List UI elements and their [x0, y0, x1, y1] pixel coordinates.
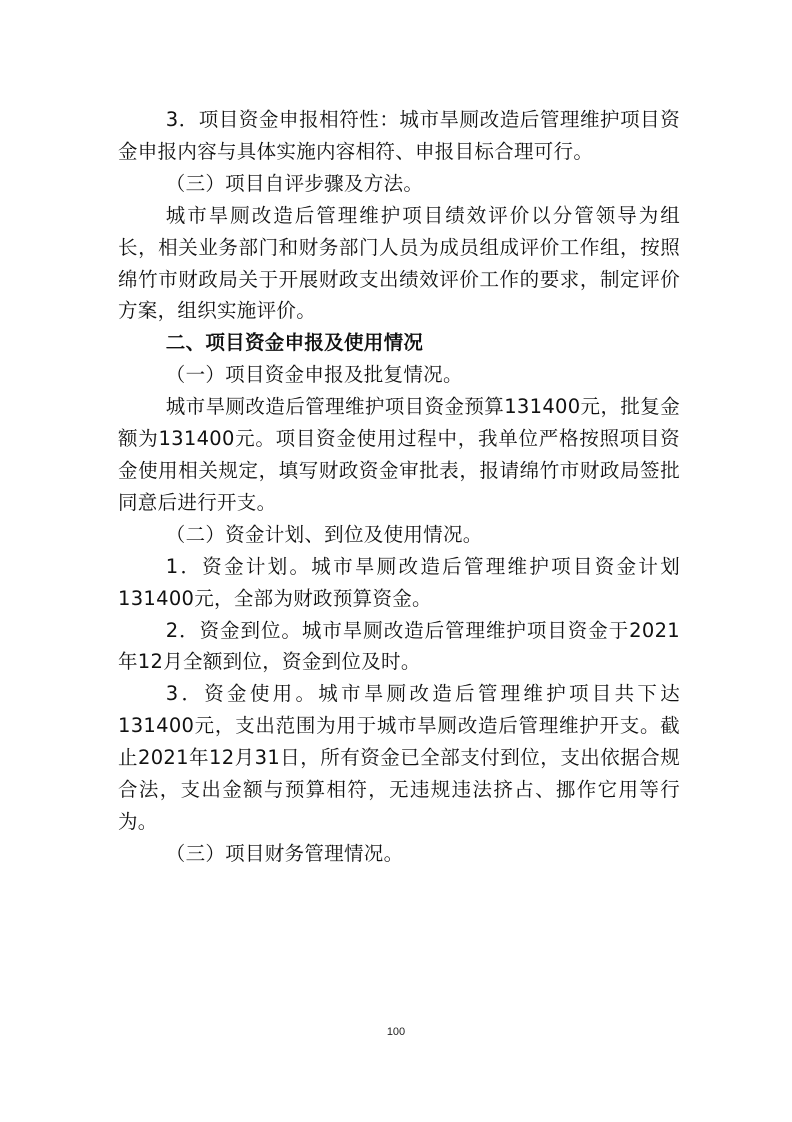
subheading-financial-management: （三）项目财务管理情况。: [165, 841, 404, 865]
paragraph-fund-usage: 3．资金使用。城市旱厕改造后管理维护项目共下达131400元，支出范围为用于城市旱厕改造后管理维护开支。截止2021年12月31日，所有资金已全部支付到位，支出依据合规合法，支出金额与预算相符，无违规违法挤占、挪作它用等行为。: [118, 682, 680, 833]
paragraph-fund-arrival: 2．资金到位。城市旱厕改造后管理维护项目资金于2021年12月全额到位，资金到位及时。: [118, 618, 680, 674]
subheading-fund-plan-usage: （二）资金计划、到位及使用情况。: [165, 522, 483, 546]
section-heading-fund-application: 二、项目资金申报及使用情况: [165, 331, 424, 355]
paragraph-fund-consistency: 3．项目资金申报相符性：城市旱厕改造后管理维护项目资金申报内容与具体实施内容相符、申报目标合理可行。: [118, 108, 680, 163]
paragraph-budget-approval: 城市旱厕改造后管理维护项目资金预算131400元，批复金额为131400元。项目资金使用过程中，我单位严格按照项目资金使用相关规定，填写财政资金审批表，报请绵竹市财政局签批同意后进行开支。: [118, 395, 680, 514]
page-number: 100: [386, 1026, 406, 1038]
paragraph-fund-plan: 1．资金计划。城市旱厕改造后管理维护项目资金计划131400元，全部为财政预算资金。: [118, 554, 680, 610]
subheading-application-approval: （一）项目资金申报及批复情况。: [165, 363, 463, 387]
subheading-self-evaluation-steps: （三）项目自评步骤及方法。: [165, 171, 424, 195]
body-text: [118, 104, 680, 870]
paragraph-evaluation-group: 城市旱厕改造后管理维护项目绩效评价以分管领导为组长，相关业务部门和财务部门人员为成员组成评价工作组，按照绵竹市财政局关于开展财政支出绩效评价工作的要求，制定评价方案，组织实施评价。: [118, 203, 680, 323]
